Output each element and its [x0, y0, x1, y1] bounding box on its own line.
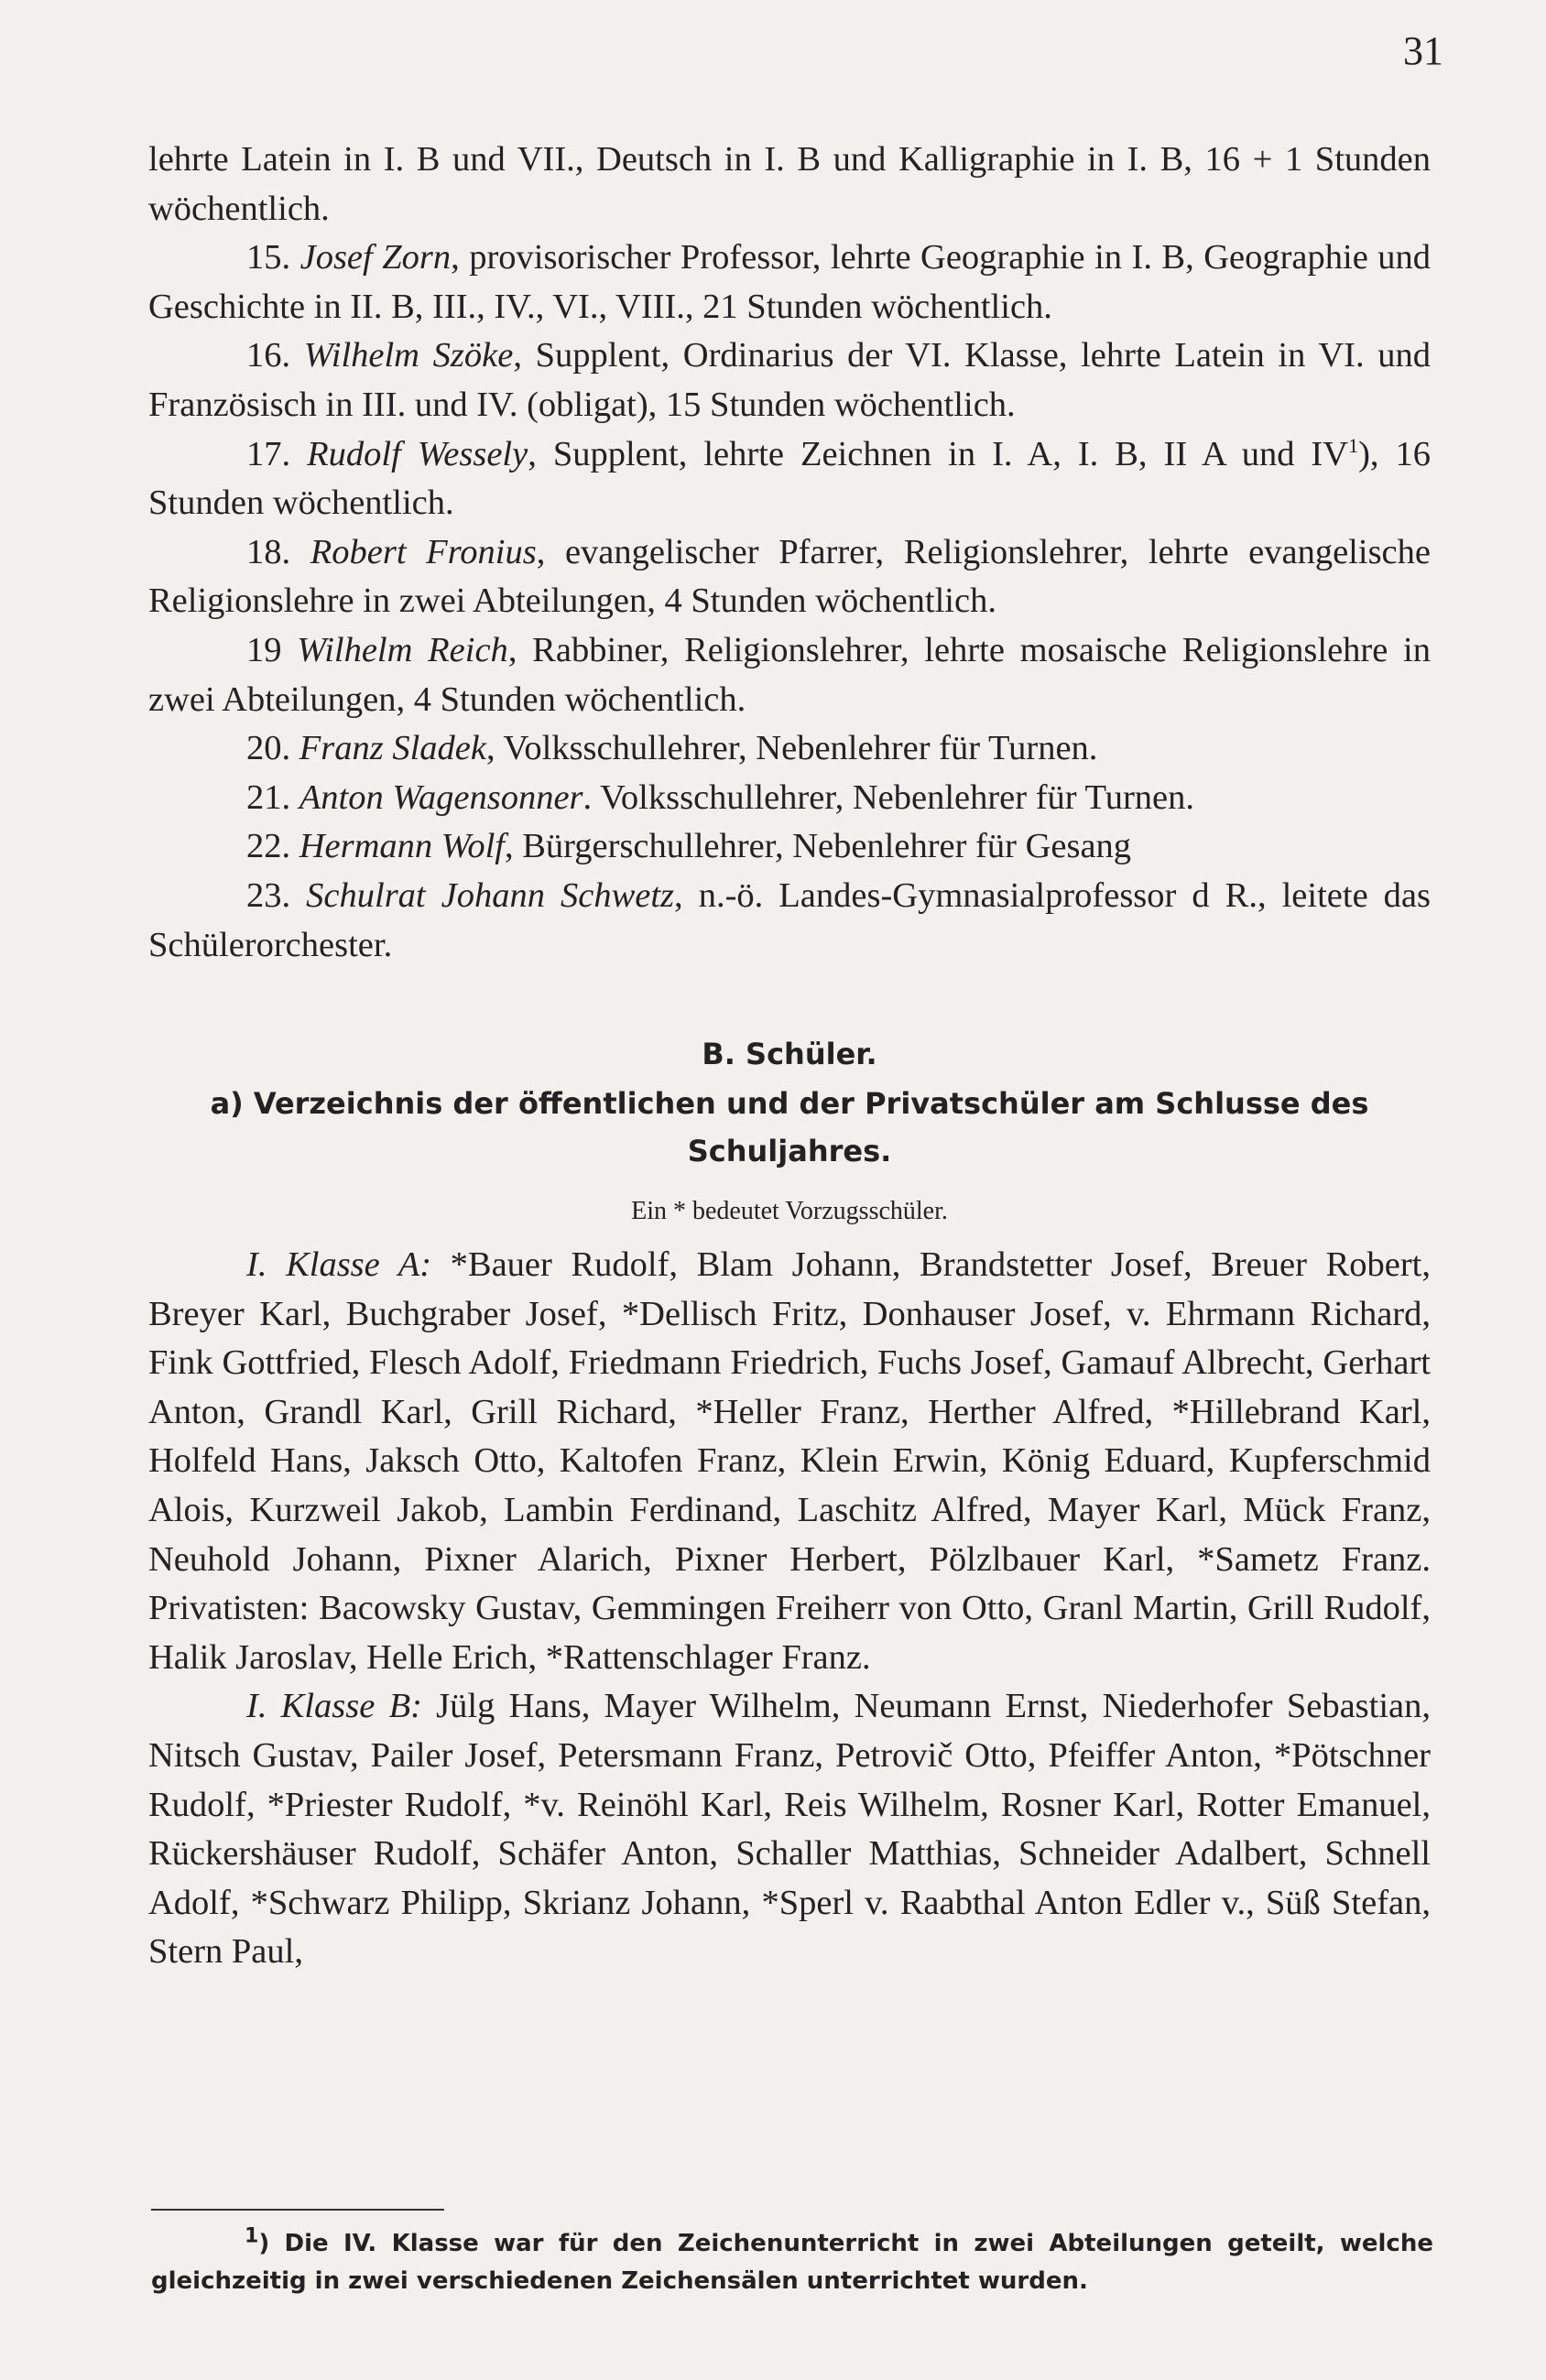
entry-number: 23. — [246, 875, 291, 915]
entry-text: . Volksschullehrer, Nebenlehrer für Turnen. — [582, 777, 1194, 817]
teacher-entry-19 — [148, 626, 1431, 724]
teacher-name: Schulrat Johann Schwetz — [306, 875, 675, 915]
teacher-name: Josef Zorn — [299, 238, 452, 277]
footnote-divider — [151, 2209, 444, 2211]
entry-text: , Rabbiner, Religionslehrer, lehrte mosaische Religionslehre in zwei Abteilungen, 4 Stunden wöchentlich. — [148, 630, 1432, 719]
teacher-name: Wilhelm Szöke — [303, 336, 514, 375]
entry-number: 17. — [246, 434, 291, 473]
footnote-marker: 1 — [245, 2224, 259, 2248]
footnote — [151, 2225, 1433, 2300]
entry-number: 15. — [246, 238, 291, 277]
entry-number: 18. — [246, 532, 291, 571]
teacher-entry-16 — [148, 331, 1431, 429]
teacher-name: Anton Wagensonner — [299, 777, 583, 817]
footnote-ref: 1 — [1348, 433, 1359, 457]
teacher-entry-17 — [148, 430, 1431, 528]
entry-text: , Supplent, lehrte Zeichnen in I. A, I. B, II A und IV — [528, 434, 1349, 473]
student-names: Jülg Hans, Mayer Wilhelm, Neumann Ernst, Niederhofer Sebastian, Nitsch Gustav, Pailer Josef, Petersmann Franz, Petrovič Otto, Pfeiffer Anton, *Pötschner Rudolf, *Priester Rudolf, *v. Reinöhl Karl, Reis Wilhelm, Rosner Karl, Rotter Emanuel, Rückershäuser Rudolf, Schäfer Anton, Schaller Matthias, Schneider Adalbert, Schnell Adolf, *Schwarz Philipp, Skrianz Johann, *Sperl v. Raabthal Anton Edler v., Süß Stefan, Stern Paul, — [148, 1687, 1432, 1972]
entry-number: 16. — [246, 336, 291, 375]
teacher-entry-21 — [148, 774, 1431, 823]
entry-number: 22. — [246, 827, 291, 866]
entry-text: , Volksschullehrer, Nebenlehrer für Turnen. — [485, 729, 1098, 768]
entry-text: , n.-ö. Landes-Gymnasialprofessor d R., leitete das Schülerorchester. — [148, 875, 1432, 964]
entry-text: , Supplent, Ordinarius der VI. Klasse, lehrte Latein in VI. und Französisch in III. und IV. (obligat), 15 Stunden wöchentlich. — [148, 336, 1432, 424]
entry-number: 21. — [246, 777, 291, 817]
entry-text: , provisorischer Professor, lehrte Geographie in I. B, Geographie und Geschichte in II. B, III., IV., VI., VIII., 21 Stunden wöchentlich. — [148, 238, 1432, 326]
student-names: *Bauer Rudolf, Blam Johann, Brandstetter Josef, Breuer Robert, Breyer Karl, Buchgraber Josef, *Dellisch Fritz, Donhauser Josef, v. Ehrmann Richard, Fink Gottfried, Flesch Adolf, Friedmann Friedrich, Fuchs Josef, Gamauf Albrecht, Gerhart Anton, Grandl Karl, Grill Richard, *Heller Franz, Herther Alfred, *Hillebrand Karl, Holfeld Hans, Jaksch Otto, Kaltofen Franz, Klein Erwin, König Eduard, Kupferschmid Alois, Kurzweil Jakob, Lambin Ferdinand, Laschitz Alfred, Mayer Karl, Mück Franz, Neuhold Johann, Pixner Alarich, Pixner Herbert, Pölzlbauer Karl, *Sametz Franz. Privatisten: Bacowsky Gustav, Gemmingen Freiherr von Otto, Granl Martin, Grill Rudolf, Halik Jaroslav, Helle Erich, *Rattenschlager Franz. — [148, 1245, 1431, 1677]
teacher-entry-18 — [148, 528, 1431, 626]
section-heading: B. Schüler. — [702, 1037, 877, 1072]
teacher-name: Wilhelm Reich — [297, 630, 508, 669]
page-number: 31 — [1403, 28, 1443, 73]
teacher-name: Franz Sladek — [299, 729, 486, 768]
teacher-name: Hermann Wolf — [299, 827, 505, 866]
teacher-name: Rudolf Wessely — [307, 434, 528, 473]
entry-number: 20. — [246, 729, 291, 768]
continuation-paragraph: lehrte Latein in I. B und VII., Deutsch in I. B und Kalligraphie in I. B, 16 + 1 Stunden wöchentlich. — [148, 140, 1431, 228]
entry-text: , Bürgerschullehrer, Nebenlehrer für Gesang — [504, 827, 1132, 866]
class-label: I. Klasse B: — [246, 1687, 422, 1726]
main-text — [148, 136, 1431, 1977]
class-list-1b — [148, 1682, 1431, 1977]
teacher-entry-22 — [148, 822, 1431, 872]
legend-note: Ein * bedeutet Vorzugsschüler. — [631, 1197, 948, 1226]
footnote-text: ) Die IV. Klasse war für den Zeichenunterricht in zwei Abteilungen geteilt, welche gleichzeitig in zwei verschiedenen Zeichensälen unterrichtet wurden. — [151, 2230, 1433, 2295]
teacher-name: Robert Fronius — [310, 532, 537, 571]
entry-text: ), 16 Stunden wöchentlich. — [148, 434, 1431, 523]
entry-number: 19 — [246, 630, 282, 669]
teacher-entry-15 — [148, 234, 1431, 331]
teacher-entry-23 — [148, 872, 1431, 970]
class-label: I. Klasse A: — [246, 1245, 432, 1285]
section-subheading: a) Verzeichnis der öffentlichen und der Privatschüler am Schlusse des Schuljahres. — [210, 1086, 1369, 1169]
class-list-1a — [148, 1241, 1431, 1682]
teacher-entry-20 — [148, 724, 1431, 774]
entry-text: , evangelischer Pfarrer, Religionslehrer, lehrte evangelische Religionslehre in zwei Abteilungen, 4 Stunden wöchentlich. — [148, 532, 1431, 621]
